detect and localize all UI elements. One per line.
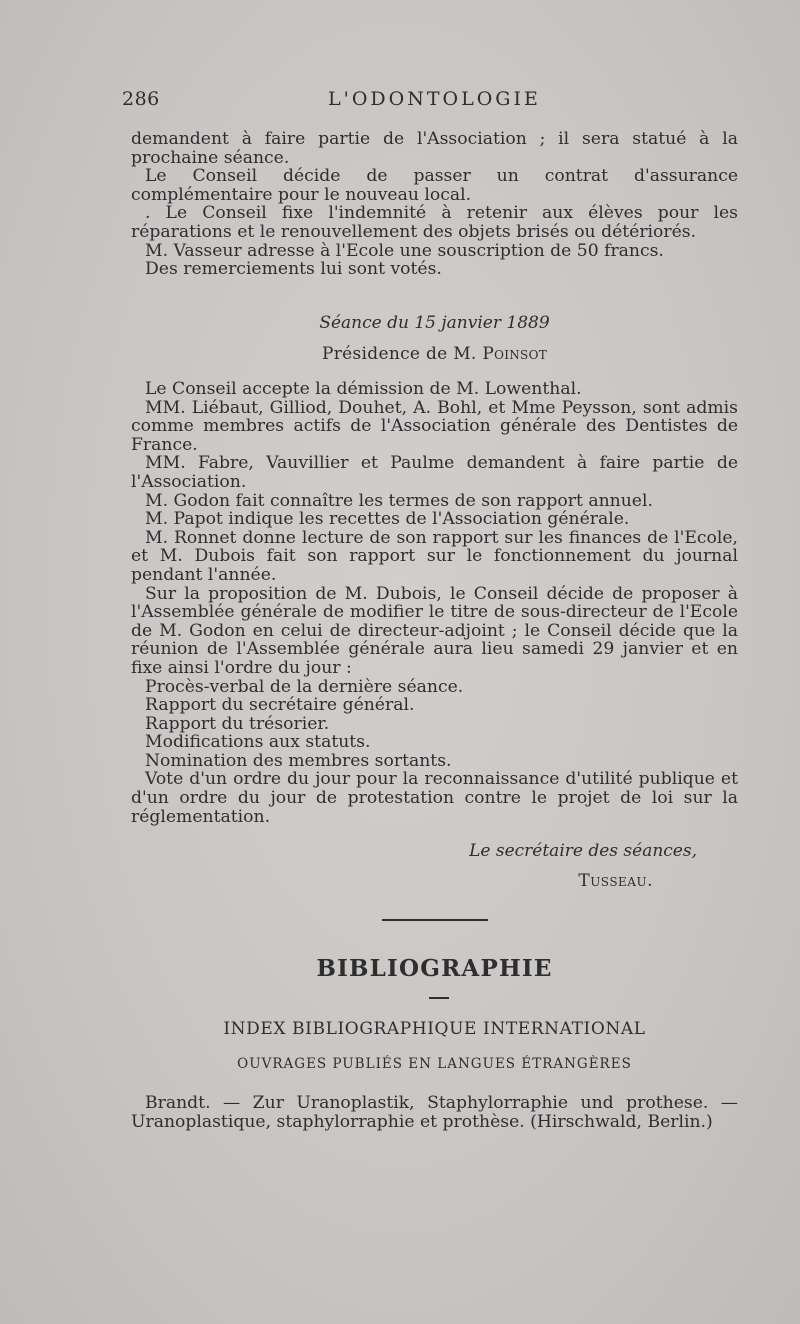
intro-paragraph: demandent à faire partie de l'Association ; il sera statué à la prochaine séance. — [131, 129, 738, 168]
signature-role: Le secrétaire des séances, — [469, 841, 697, 861]
bibliography-section — [131, 1094, 738, 1131]
agenda-item: Rapport du secrétaire général. — [145, 695, 415, 716]
bibliography-title: BIBLIOGRAPHIE — [316, 955, 553, 982]
seance-paragraph: M. Ronnet donne lecture de son rapport sur les finances de l'Ecole, et M. Dubois fait son rapport sur le fonctionnement du journal pendant l'année. — [131, 527, 738, 585]
signature-name: Tusseau. — [578, 871, 653, 891]
intro-paragraph: Le Conseil décide de passer un contrat d'assurance complémentaire pour le nouveau local. — [131, 166, 738, 205]
seance-title: Séance du 15 janvier 1889 — [319, 313, 550, 333]
intro-paragraph: Des remerciements lui sont votés. — [145, 259, 442, 280]
intro-section — [131, 130, 738, 279]
seance-paragraph: MM. Fabre, Vauvillier et Paulme demandent à faire partie de l'Association. — [131, 453, 738, 492]
title-dash — [429, 997, 449, 999]
seance-section — [131, 380, 738, 826]
seance-paragraph: M. Papot indique les recettes de l'Association générale. — [145, 509, 630, 530]
seance-paragraph: Le Conseil accepte la démission de M. Lowenthal. — [145, 379, 582, 399]
intro-paragraph: M. Vasseur adresse à l'Ecole une souscription de 50 francs. — [145, 240, 664, 261]
index-title: INDEX BIBLIOGRAPHIQUE INTERNATIONAL — [223, 1019, 646, 1039]
page-header — [122, 88, 740, 114]
presidence-name: Poinsot — [482, 344, 548, 364]
intro-paragraph: . Le Conseil fixe l'indemnité à retenir aux élèves pour les réparations et le renouvellement des objets brisés ou détériorés. — [131, 203, 738, 242]
bibliography-subtitle: OUVRAGES PUBLIÉS EN LANGUES ÉTRANGÈRES — [237, 1056, 632, 1072]
seance-paragraph: MM. Liébaut, Gilliod, Douhet, A. Bohl, et Mme Peysson, sont admis comme membres actifs de l'Association générale des Dentistes de France. — [131, 397, 738, 455]
agenda-item: Vote d'un ordre du jour pour la reconnaissance d'utilité publique et d'un ordre du jour de protestation contre le projet de loi sur la réglementation. — [131, 769, 738, 827]
agenda-item: Modifications aux statuts. — [145, 732, 371, 753]
agenda-item: Procès-verbal de la dernière séance. — [145, 676, 464, 697]
agenda-item: Rapport du trésorier. — [145, 713, 330, 734]
agenda-item: Nomination des membres sortants. — [145, 750, 452, 771]
presidence-line — [131, 344, 738, 364]
seance-paragraph: M. Godon fait connaître les termes de son rapport annuel. — [145, 490, 653, 511]
bibliography-entry: Brandt. — Zur Uranoplastik, Staphylorraphie und prothese. — Uranoplastique, staphylorraphie et prothèse. (Hirschwald, Berlin.) — [131, 1093, 738, 1132]
presidence-prefix: Présidence de M. — [321, 344, 477, 364]
section-divider — [382, 919, 488, 921]
running-head: L'ODONTOLOGIE — [328, 88, 541, 110]
page-number: 286 — [122, 88, 160, 110]
seance-paragraph: Sur la proposition de M. Dubois, le Conseil décide de proposer à l'Assemblée générale de modifier le titre de sous-directeur de l'Ecole de M. Godon en celui de directeur-adjoint ; le Conseil décide que la réunion de l'Assemblée générale aura lieu samedi 29 janvier et en fixe ainsi l'ordre du jour : — [131, 583, 738, 678]
